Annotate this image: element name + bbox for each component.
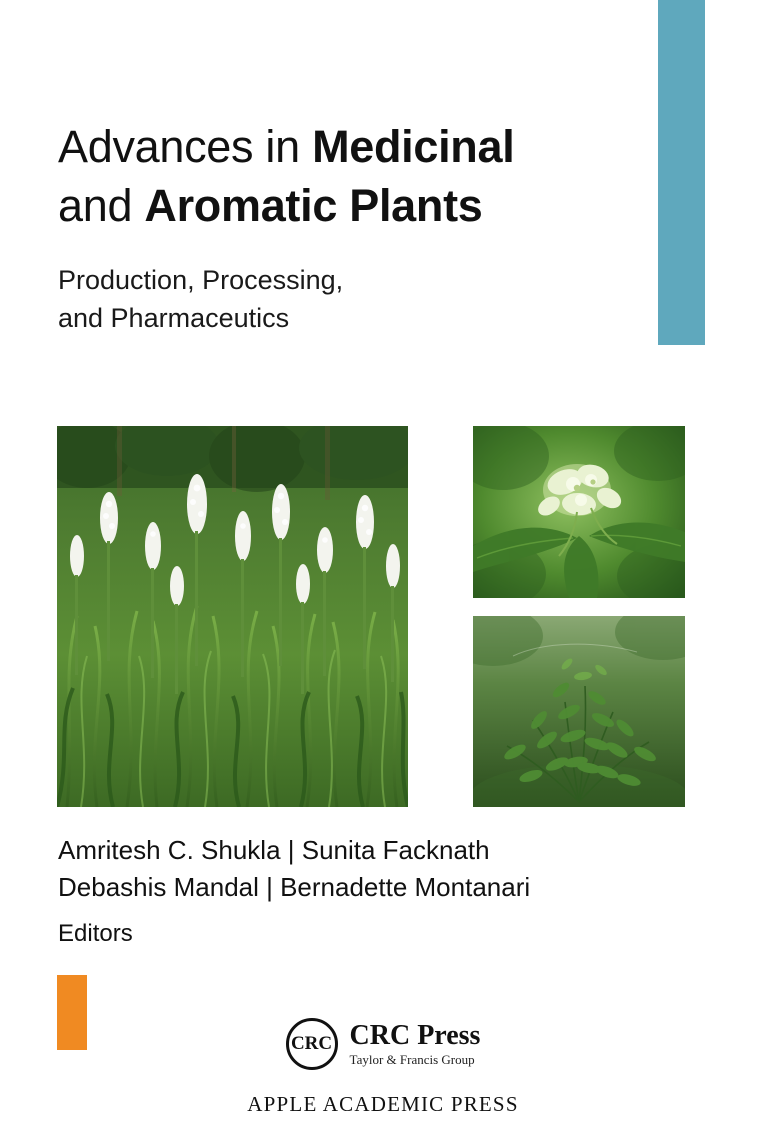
title-block <box>58 118 658 338</box>
title-line-1-light: Advances in <box>58 121 313 172</box>
title-line-2 <box>58 177 658 236</box>
taylor-francis-group-label: Taylor & Francis Group <box>349 1052 475 1068</box>
title-line-2-bold: Aromatic Plants <box>144 179 483 231</box>
editors-block <box>58 832 658 948</box>
green-flower-closeup-photo <box>473 426 685 598</box>
white-asphodel-meadow-photo <box>57 426 408 807</box>
subtitle <box>58 261 658 338</box>
title-line-1 <box>58 118 658 177</box>
title-line-2-light: and <box>58 179 145 231</box>
teal-accent-bar <box>658 0 705 345</box>
crc-logo-text <box>350 1021 481 1067</box>
fern-shrub-photo <box>473 616 685 807</box>
cover-image-collage <box>57 426 629 807</box>
crc-roundel-icon: CRC <box>286 1018 338 1070</box>
crc-press-name: CRC Press <box>349 1019 481 1051</box>
publisher-block <box>0 1018 766 1117</box>
title-line-1-bold: Medicinal <box>312 121 515 172</box>
editors-line-1: Amritesh C. Shukla | Sunita Facknath <box>58 835 490 865</box>
subtitle-line-1: Production, Processing, <box>58 265 344 295</box>
apple-academic-press-imprint: APPLE ACADEMIC PRESS <box>247 1092 519 1116</box>
editors-line-2: Debashis Mandal | Bernadette Montanari <box>58 871 531 902</box>
editors-role-label: Editors <box>58 919 133 947</box>
subtitle-line-2: and Pharmaceutics <box>58 303 290 334</box>
crc-logo <box>0 1018 766 1070</box>
